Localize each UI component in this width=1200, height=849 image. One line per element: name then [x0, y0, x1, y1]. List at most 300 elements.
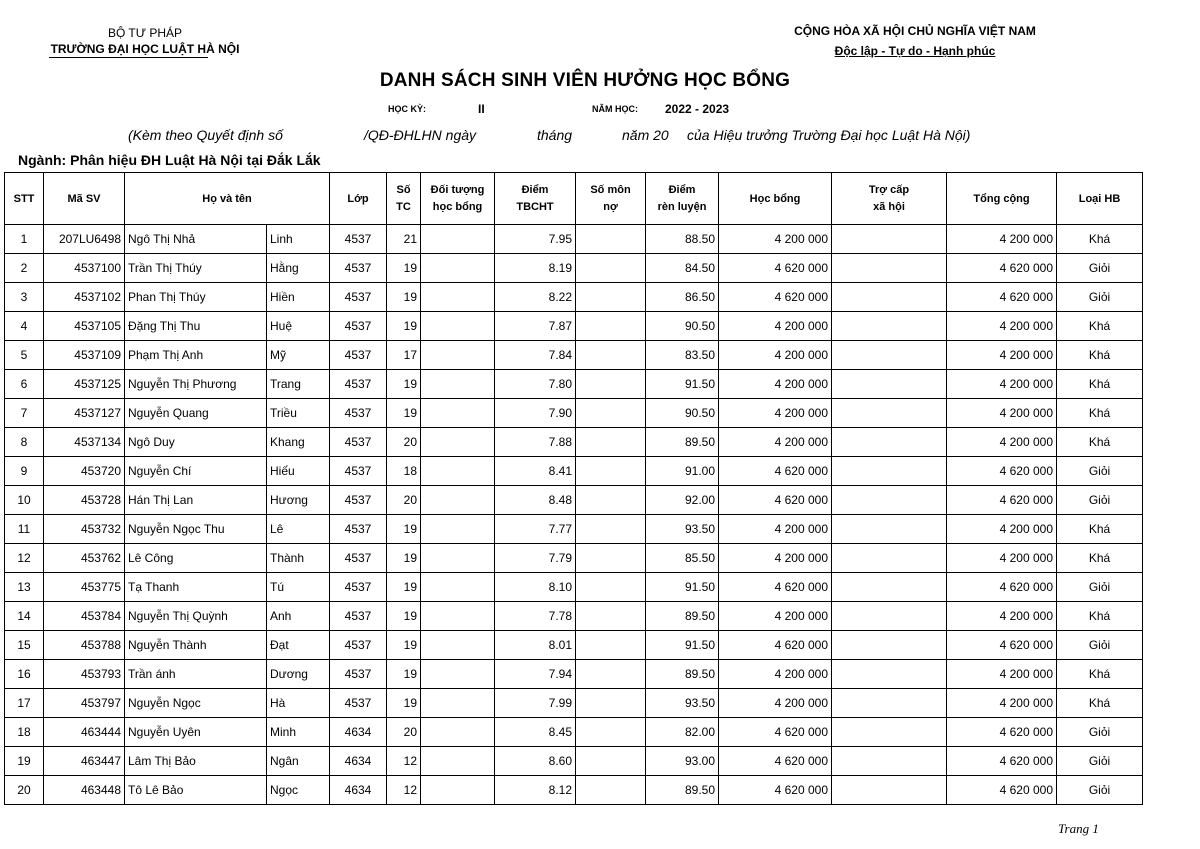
row-student-id: 453732 [44, 515, 125, 544]
row-given-name: Lê Công [125, 544, 267, 573]
row-stt: 19 [5, 747, 44, 776]
row-first-name: Tú [267, 573, 330, 602]
row-type: Giỏi [1057, 718, 1143, 747]
table-row [5, 399, 1143, 428]
row-scholarship: 4 200 000 [719, 399, 832, 428]
row-target [421, 515, 495, 544]
row-first-name: Đạt [267, 631, 330, 660]
row-conduct: 91.50 [646, 370, 719, 399]
row-allowance [832, 399, 947, 428]
row-target [421, 602, 495, 631]
row-total: 4 620 000 [947, 457, 1057, 486]
table-row [5, 660, 1143, 689]
row-scholarship: 4 200 000 [719, 602, 832, 631]
row-scholarship: 4 200 000 [719, 341, 832, 370]
row-credits: 20 [387, 428, 421, 457]
row-gpa: 7.95 [495, 225, 576, 254]
table-row [5, 254, 1143, 283]
row-class: 4537 [330, 660, 387, 689]
row-failed [576, 689, 646, 718]
scholarship-table [4, 172, 1143, 805]
row-failed [576, 457, 646, 486]
row-class: 4537 [330, 254, 387, 283]
row-allowance [832, 457, 947, 486]
row-class: 4537 [330, 341, 387, 370]
row-gpa: 8.45 [495, 718, 576, 747]
major-heading: Ngành: Phân hiệu ĐH Luật Hà Nội tại Đắk Lắk [18, 152, 321, 168]
row-stt: 17 [5, 689, 44, 718]
row-allowance [832, 225, 947, 254]
row-gpa: 7.78 [495, 602, 576, 631]
row-given-name: Hán Thị Lan [125, 486, 267, 515]
row-credits: 19 [387, 631, 421, 660]
table-row [5, 370, 1143, 399]
row-allowance [832, 312, 947, 341]
row-type: Giỏi [1057, 631, 1143, 660]
row-credits: 20 [387, 718, 421, 747]
col-credits-bottom: TC [387, 198, 421, 225]
row-student-id: 4537127 [44, 399, 125, 428]
row-credits: 19 [387, 602, 421, 631]
row-conduct: 92.00 [646, 486, 719, 515]
row-conduct: 91.00 [646, 457, 719, 486]
row-total: 4 620 000 [947, 718, 1057, 747]
row-class: 4537 [330, 312, 387, 341]
row-scholarship: 4 620 000 [719, 254, 832, 283]
row-student-id: 4537125 [44, 370, 125, 399]
row-given-name: Nguyễn Ngọc [125, 689, 267, 718]
row-target [421, 370, 495, 399]
row-target [421, 457, 495, 486]
row-first-name: Minh [267, 718, 330, 747]
row-total: 4 620 000 [947, 486, 1057, 515]
row-total: 4 200 000 [947, 225, 1057, 254]
row-gpa: 8.48 [495, 486, 576, 515]
row-total: 4 620 000 [947, 254, 1057, 283]
row-student-id: 453784 [44, 602, 125, 631]
row-type: Giỏi [1057, 776, 1143, 805]
row-total: 4 620 000 [947, 283, 1057, 312]
table-row [5, 573, 1143, 602]
col-total: Tổng cộng [947, 173, 1057, 225]
row-scholarship: 4 620 000 [719, 573, 832, 602]
table-row [5, 428, 1143, 457]
row-type: Khá [1057, 428, 1143, 457]
row-stt: 2 [5, 254, 44, 283]
row-class: 4537 [330, 602, 387, 631]
row-first-name: Hằng [267, 254, 330, 283]
row-type: Khá [1057, 225, 1143, 254]
row-scholarship: 4 200 000 [719, 428, 832, 457]
row-failed [576, 486, 646, 515]
row-total: 4 620 000 [947, 631, 1057, 660]
row-first-name: Hà [267, 689, 330, 718]
row-conduct: 89.50 [646, 602, 719, 631]
row-first-name: Trang [267, 370, 330, 399]
row-gpa: 8.41 [495, 457, 576, 486]
row-conduct: 83.50 [646, 341, 719, 370]
row-class: 4537 [330, 225, 387, 254]
table-row [5, 544, 1143, 573]
row-scholarship: 4 200 000 [719, 312, 832, 341]
col-failed-top: Số môn [576, 173, 646, 199]
row-failed [576, 341, 646, 370]
row-allowance [832, 428, 947, 457]
table-row [5, 457, 1143, 486]
table-row [5, 631, 1143, 660]
row-failed [576, 544, 646, 573]
row-target [421, 283, 495, 312]
row-failed [576, 515, 646, 544]
row-gpa: 7.99 [495, 689, 576, 718]
row-class: 4537 [330, 457, 387, 486]
row-total: 4 200 000 [947, 370, 1057, 399]
row-conduct: 89.50 [646, 660, 719, 689]
row-student-id: 463448 [44, 776, 125, 805]
row-failed [576, 225, 646, 254]
row-first-name: Hiền [267, 283, 330, 312]
row-class: 4537 [330, 544, 387, 573]
row-first-name: Hiếu [267, 457, 330, 486]
row-given-name: Nguyễn Ngọc Thu [125, 515, 267, 544]
row-first-name: Anh [267, 602, 330, 631]
semester-label: HỌC KỲ: [388, 104, 426, 114]
row-target [421, 718, 495, 747]
row-stt: 7 [5, 399, 44, 428]
row-type: Giỏi [1057, 486, 1143, 515]
row-type: Khá [1057, 660, 1143, 689]
row-given-name: Trần Thị Thúy [125, 254, 267, 283]
table-row [5, 776, 1143, 805]
row-allowance [832, 718, 947, 747]
row-student-id: 207LU6498 [44, 225, 125, 254]
row-failed [576, 718, 646, 747]
row-credits: 21 [387, 225, 421, 254]
col-target-bottom: học bổng [421, 198, 495, 225]
row-type: Khá [1057, 370, 1143, 399]
row-gpa: 7.80 [495, 370, 576, 399]
row-stt: 10 [5, 486, 44, 515]
row-target [421, 428, 495, 457]
row-allowance [832, 254, 947, 283]
row-given-name: Nguyễn Thị Phương [125, 370, 267, 399]
row-credits: 20 [387, 486, 421, 515]
row-target [421, 689, 495, 718]
row-given-name: Phạm Thị Anh [125, 341, 267, 370]
row-conduct: 86.50 [646, 283, 719, 312]
row-gpa: 7.84 [495, 341, 576, 370]
row-student-id: 453775 [44, 573, 125, 602]
row-stt: 6 [5, 370, 44, 399]
row-credits: 19 [387, 689, 421, 718]
row-credits: 19 [387, 544, 421, 573]
row-first-name: Ngọc [267, 776, 330, 805]
col-student-id: Mã SV [44, 173, 125, 225]
row-conduct: 90.50 [646, 312, 719, 341]
row-scholarship: 4 620 000 [719, 486, 832, 515]
row-failed [576, 776, 646, 805]
row-first-name: Hương [267, 486, 330, 515]
row-first-name: Mỹ [267, 341, 330, 370]
ministry-name: BỘ TƯ PHÁP [107, 26, 183, 40]
col-allowance-bottom: xã hội [832, 198, 947, 225]
row-first-name: Lê [267, 515, 330, 544]
row-stt: 9 [5, 457, 44, 486]
table-row [5, 602, 1143, 631]
row-total: 4 200 000 [947, 544, 1057, 573]
row-gpa: 8.22 [495, 283, 576, 312]
col-scholarship: Học bổng [719, 173, 832, 225]
row-first-name: Khang [267, 428, 330, 457]
row-given-name: Nguyễn Chí [125, 457, 267, 486]
row-given-name: Nguyễn Uyên [125, 718, 267, 747]
row-allowance [832, 660, 947, 689]
row-conduct: 89.50 [646, 428, 719, 457]
row-student-id: 453793 [44, 660, 125, 689]
row-total: 4 620 000 [947, 747, 1057, 776]
row-credits: 12 [387, 776, 421, 805]
col-target-top: Đối tượng [421, 173, 495, 199]
row-stt: 5 [5, 341, 44, 370]
row-allowance [832, 544, 947, 573]
row-gpa: 7.90 [495, 399, 576, 428]
row-total: 4 200 000 [947, 515, 1057, 544]
row-allowance [832, 486, 947, 515]
row-student-id: 4537105 [44, 312, 125, 341]
table-row [5, 747, 1143, 776]
row-target [421, 660, 495, 689]
row-conduct: 89.50 [646, 776, 719, 805]
col-class: Lớp [330, 173, 387, 225]
table-header-row [5, 173, 1143, 199]
row-type: Khá [1057, 602, 1143, 631]
row-class: 4537 [330, 631, 387, 660]
row-class: 4537 [330, 515, 387, 544]
row-failed [576, 631, 646, 660]
table-row [5, 718, 1143, 747]
row-total: 4 200 000 [947, 312, 1057, 341]
col-gpa-bottom: TBCHT [495, 198, 576, 225]
row-credits: 19 [387, 660, 421, 689]
row-failed [576, 573, 646, 602]
row-failed [576, 370, 646, 399]
row-type: Giỏi [1057, 457, 1143, 486]
row-allowance [832, 515, 947, 544]
row-credits: 18 [387, 457, 421, 486]
row-stt: 3 [5, 283, 44, 312]
row-class: 4537 [330, 428, 387, 457]
table-row [5, 689, 1143, 718]
row-student-id: 4537102 [44, 283, 125, 312]
national-motto: Độc lập - Tự do - Hạnh phúc [834, 44, 996, 58]
row-credits: 12 [387, 747, 421, 776]
row-type: Khá [1057, 515, 1143, 544]
table-row [5, 486, 1143, 515]
table-row [5, 283, 1143, 312]
row-gpa: 7.94 [495, 660, 576, 689]
row-class: 4537 [330, 486, 387, 515]
row-scholarship: 4 200 000 [719, 515, 832, 544]
row-stt: 14 [5, 602, 44, 631]
row-type: Giỏi [1057, 573, 1143, 602]
row-total: 4 620 000 [947, 776, 1057, 805]
decision-note-part5: của Hiệu trưởng Trường Đại học Luật Hà Nội) [687, 127, 971, 143]
row-credits: 19 [387, 370, 421, 399]
row-target [421, 225, 495, 254]
row-student-id: 453762 [44, 544, 125, 573]
table-row [5, 341, 1143, 370]
row-type: Khá [1057, 341, 1143, 370]
row-target [421, 254, 495, 283]
table-row [5, 312, 1143, 341]
row-type: Giỏi [1057, 283, 1143, 312]
row-total: 4 200 000 [947, 341, 1057, 370]
row-given-name: Lâm Thị Bảo [125, 747, 267, 776]
row-given-name: Ngô Duy [125, 428, 267, 457]
row-stt: 8 [5, 428, 44, 457]
row-conduct: 90.50 [646, 399, 719, 428]
row-given-name: Phan Thị Thúy [125, 283, 267, 312]
row-student-id: 4537109 [44, 341, 125, 370]
decision-note-part1: (Kèm theo Quyết định số [128, 127, 283, 143]
row-type: Khá [1057, 689, 1143, 718]
row-failed [576, 254, 646, 283]
decision-note-part3: tháng [537, 127, 573, 143]
row-student-id: 4537134 [44, 428, 125, 457]
row-conduct: 84.50 [646, 254, 719, 283]
row-type: Khá [1057, 312, 1143, 341]
row-target [421, 631, 495, 660]
row-class: 4634 [330, 776, 387, 805]
col-type: Loại HB [1057, 173, 1143, 225]
row-student-id: 453720 [44, 457, 125, 486]
row-student-id: 453797 [44, 689, 125, 718]
row-class: 4634 [330, 718, 387, 747]
row-total: 4 200 000 [947, 428, 1057, 457]
row-failed [576, 747, 646, 776]
row-first-name: Linh [267, 225, 330, 254]
table-row [5, 225, 1143, 254]
row-allowance [832, 341, 947, 370]
row-allowance [832, 776, 947, 805]
school-underline [49, 57, 208, 58]
row-conduct: 82.00 [646, 718, 719, 747]
row-scholarship: 4 620 000 [719, 747, 832, 776]
row-gpa: 7.79 [495, 544, 576, 573]
row-allowance [832, 370, 947, 399]
row-credits: 19 [387, 312, 421, 341]
row-scholarship: 4 620 000 [719, 718, 832, 747]
row-scholarship: 4 200 000 [719, 660, 832, 689]
row-stt: 15 [5, 631, 44, 660]
row-type: Giỏi [1057, 254, 1143, 283]
row-student-id: 463447 [44, 747, 125, 776]
col-allowance-top: Trợ cấp [832, 173, 947, 199]
row-gpa: 7.87 [495, 312, 576, 341]
row-gpa: 8.10 [495, 573, 576, 602]
row-stt: 12 [5, 544, 44, 573]
row-scholarship: 4 200 000 [719, 370, 832, 399]
row-total: 4 200 000 [947, 602, 1057, 631]
row-stt: 18 [5, 718, 44, 747]
row-class: 4537 [330, 283, 387, 312]
row-stt: 11 [5, 515, 44, 544]
row-conduct: 91.50 [646, 573, 719, 602]
row-conduct: 85.50 [646, 544, 719, 573]
row-target [421, 399, 495, 428]
col-conduct-top: Điểm [646, 173, 719, 199]
col-stt: STT [5, 173, 44, 225]
row-target [421, 776, 495, 805]
row-credits: 19 [387, 254, 421, 283]
row-given-name: Nguyễn Thành [125, 631, 267, 660]
col-credits-top: Số [387, 173, 421, 199]
row-gpa: 8.60 [495, 747, 576, 776]
row-student-id: 453788 [44, 631, 125, 660]
row-total: 4 620 000 [947, 573, 1057, 602]
page-number: Trang 1 [1058, 821, 1099, 836]
col-conduct-bottom: rèn luyện [646, 198, 719, 225]
col-failed-bottom: nợ [576, 198, 646, 225]
row-scholarship: 4 200 000 [719, 689, 832, 718]
row-total: 4 200 000 [947, 399, 1057, 428]
row-student-id: 4537100 [44, 254, 125, 283]
row-scholarship: 4 620 000 [719, 283, 832, 312]
row-given-name: Nguyễn Quang [125, 399, 267, 428]
row-scholarship: 4 620 000 [719, 457, 832, 486]
row-total: 4 200 000 [947, 689, 1057, 718]
row-class: 4537 [330, 689, 387, 718]
table-row [5, 515, 1143, 544]
row-conduct: 93.50 [646, 689, 719, 718]
row-class: 4537 [330, 370, 387, 399]
row-allowance [832, 283, 947, 312]
academic-year-label: NĂM HỌC: [592, 104, 638, 114]
row-class: 4537 [330, 399, 387, 428]
semester-value: II [478, 102, 485, 116]
row-target [421, 341, 495, 370]
row-first-name: Huệ [267, 312, 330, 341]
row-credits: 19 [387, 573, 421, 602]
row-conduct: 88.50 [646, 225, 719, 254]
academic-year-value: 2022 - 2023 [665, 102, 730, 116]
row-credits: 19 [387, 399, 421, 428]
row-student-id: 453728 [44, 486, 125, 515]
decision-note-part2: /QĐ-ĐHLHN ngày [364, 127, 477, 143]
row-scholarship: 4 620 000 [719, 776, 832, 805]
row-conduct: 93.50 [646, 515, 719, 544]
row-type: Khá [1057, 399, 1143, 428]
row-target [421, 486, 495, 515]
row-given-name: Nguyễn Thị Quỳnh [125, 602, 267, 631]
row-target [421, 312, 495, 341]
row-gpa: 8.01 [495, 631, 576, 660]
row-target [421, 747, 495, 776]
row-given-name: Đặng Thị Thu [125, 312, 267, 341]
row-allowance [832, 747, 947, 776]
col-full-name: Họ và tên [125, 173, 330, 225]
row-conduct: 93.00 [646, 747, 719, 776]
row-gpa: 7.88 [495, 428, 576, 457]
row-allowance [832, 573, 947, 602]
row-failed [576, 283, 646, 312]
row-first-name: Thành [267, 544, 330, 573]
row-class: 4537 [330, 573, 387, 602]
row-credits: 17 [387, 341, 421, 370]
decision-note-part4: năm 20 [622, 127, 669, 143]
row-target [421, 573, 495, 602]
row-gpa: 8.12 [495, 776, 576, 805]
